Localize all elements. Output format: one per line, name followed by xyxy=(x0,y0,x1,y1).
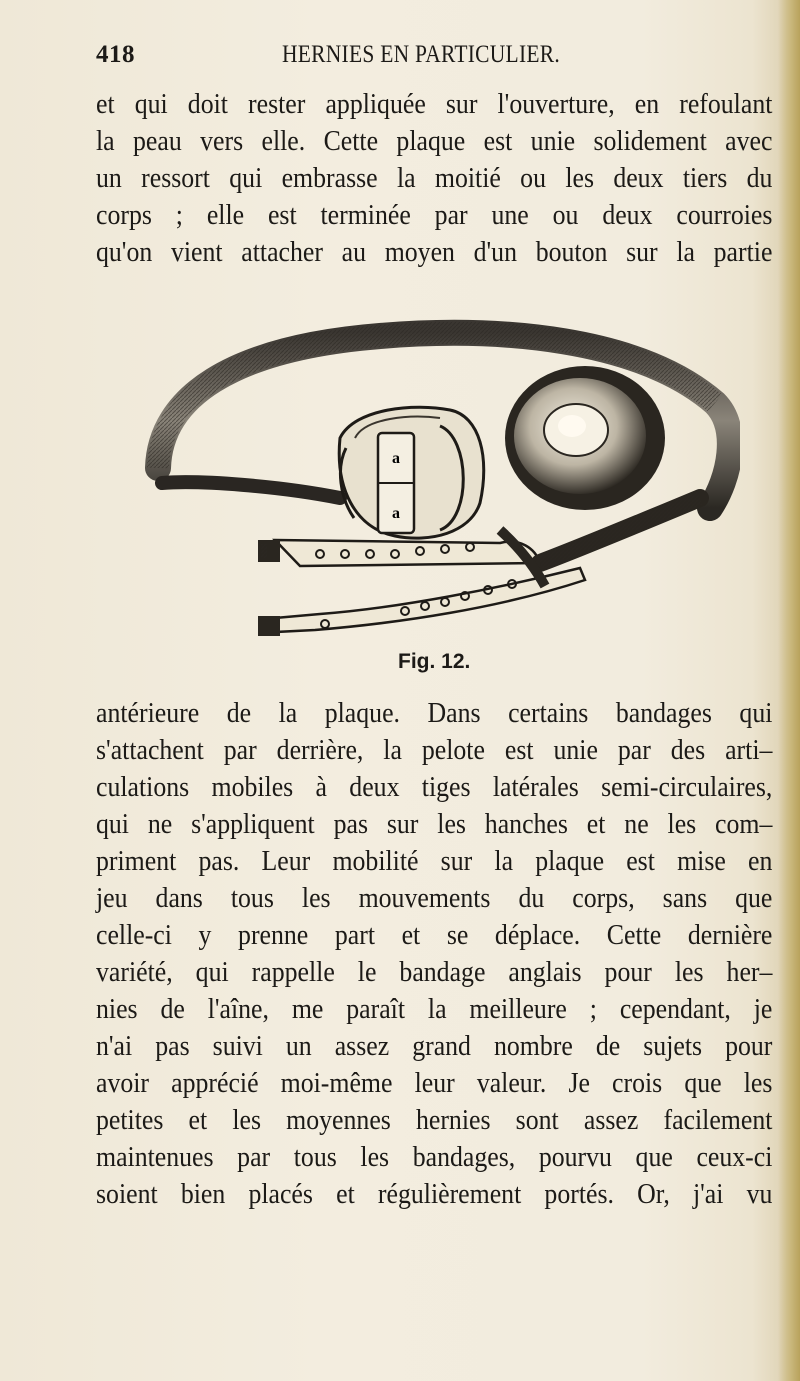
text-line: qu'on vient attacher au moyen d'un bouton sur la partie xyxy=(96,236,773,268)
text-line: et qui doit rester appliquée sur l'ouverture, en refoulant xyxy=(96,88,773,120)
text-line: s'attachent par derrière, la pelote est unie par des arti– xyxy=(96,734,773,766)
strap-upper xyxy=(258,540,540,566)
page-number: 418 xyxy=(96,41,135,68)
text-line: priment pas. Leur mobilité sur la plaque est mise en xyxy=(96,845,773,877)
rear-plate xyxy=(339,407,484,538)
paragraph-top xyxy=(96,86,772,271)
text-line: petites et les moyennes hernies sont assez facilement xyxy=(96,1104,773,1136)
truss-illustration xyxy=(140,318,740,648)
text-line: corps ; elle est terminée par une ou deux courroies xyxy=(96,199,773,231)
text-line: la peau vers elle. Cette plaque est unie solidement avec xyxy=(96,125,773,157)
page-edge xyxy=(778,0,800,1381)
text-line: qui ne s'appliquent pas sur les hanches et ne les com– xyxy=(96,808,773,840)
pad-letter-bottom: a xyxy=(392,505,400,522)
text-line: maintenues par tous les bandages, pourvu que ceux-ci xyxy=(96,1141,773,1173)
spring-coil xyxy=(500,498,700,586)
page-header xyxy=(96,41,772,81)
text-line: antérieure de la plaque. Dans certains bandages qui xyxy=(96,697,773,729)
text-line: un ressort qui embrasse la moitié ou les deux tiers du xyxy=(96,162,773,194)
running-title: HERNIES EN PARTICULIER. xyxy=(282,41,560,68)
text-line: culations mobiles à deux tiges latérales semi-circulaires, xyxy=(96,771,773,803)
figure-caption: Fig. 12. xyxy=(398,650,471,673)
text-line: n'ai pas suivi un assez grand nombre de sujets pour xyxy=(96,1030,773,1062)
pad-letter-top: a xyxy=(392,450,400,467)
text-line: celle-ci y prenne part et se déplace. Cette dernière xyxy=(96,919,773,951)
paragraph-bottom xyxy=(96,695,772,1213)
text-line: soient bien placés et régulièrement portés. Or, j'ai vu xyxy=(96,1178,773,1210)
text-line: nies de l'aîne, me paraît la meilleure ; cependant, je xyxy=(96,993,773,1025)
front-pad xyxy=(505,366,665,510)
text-line: variété, qui rappelle le bandage anglais pour les her– xyxy=(96,956,773,988)
text-line: avoir apprécié moi-même leur valeur. Je crois que les xyxy=(96,1067,773,1099)
text-line: jeu dans tous les mouvements du corps, sans que xyxy=(96,882,773,914)
